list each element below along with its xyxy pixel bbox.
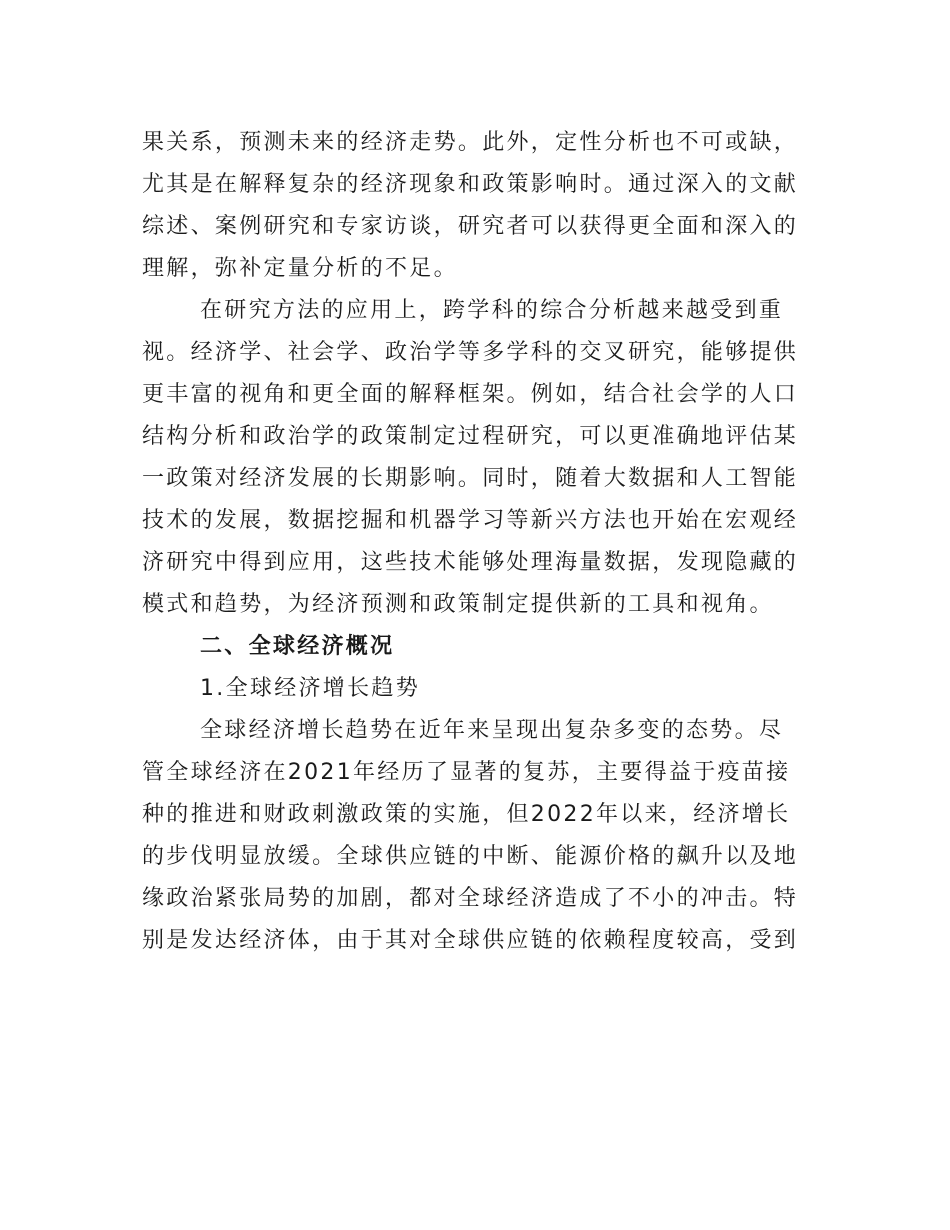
paragraph-line: 视。经济学、社会学、政治学等多学科的交叉研究，能够提供	[142, 340, 799, 365]
paragraph-line: 更丰富的视角和更全面的解释框架。例如，结合社会学的人口	[142, 382, 799, 407]
paragraph-2	[142, 290, 812, 626]
paragraph-1	[142, 122, 812, 290]
paragraph-line: 综述、案例研究和专家访谈，研究者可以获得更全面和深入的	[142, 214, 799, 239]
paragraph-line: 缘政治紧张局势的加剧，都对全球经济造成了不小的冲击。特	[142, 886, 799, 911]
paragraph-line: 济研究中得到应用，这些技术能够处理海量数据，发现隐藏的	[142, 550, 799, 575]
paragraph-line: 果关系，预测未来的经济走势。此外，定性分析也不可或缺，	[142, 130, 799, 155]
paragraph-line: 结构分析和政治学的政策制定过程研究，可以更准确地评估某	[142, 424, 799, 449]
paragraph-line: 技术的发展，数据挖掘和机器学习等新兴方法也开始在宏观经	[142, 508, 799, 533]
paragraph-line-indented: 全球经济增长趋势在近年来呈现出复杂多变的态势。尽	[200, 718, 784, 743]
paragraph-3	[142, 710, 812, 962]
paragraph-line: 别是发达经济体，由于其对全球供应链的依赖程度较高，受到	[142, 928, 799, 953]
paragraph-line: 一政策对经济发展的长期影响。同时，随着大数据和人工智能	[142, 466, 799, 491]
document-body	[142, 122, 812, 962]
paragraph-line: 模式和趋势，为经济预测和政策制定提供新的工具和视角。	[142, 592, 774, 617]
paragraph-line: 的步伐明显放缓。全球供应链的中断、能源价格的飙升以及地	[142, 844, 799, 869]
paragraph-line-indented: 在研究方法的应用上，跨学科的综合分析越来越受到重	[200, 298, 784, 323]
subsection-heading: 1.全球经济增长趋势	[200, 676, 420, 701]
paragraph-line: 管全球经济在2021年经历了显著的复苏，主要得益于疫苗接	[142, 760, 791, 785]
paragraph-line: 尤其是在解释复杂的经济现象和政策影响时。通过深入的文献	[142, 172, 799, 197]
paragraph-line: 理解，弥补定量分析的不足。	[142, 256, 458, 281]
paragraph-line: 种的推进和财政刺激政策的实施，但2022年以来，经济增长	[142, 802, 791, 827]
section-heading: 二、全球经济概况	[200, 634, 395, 659]
